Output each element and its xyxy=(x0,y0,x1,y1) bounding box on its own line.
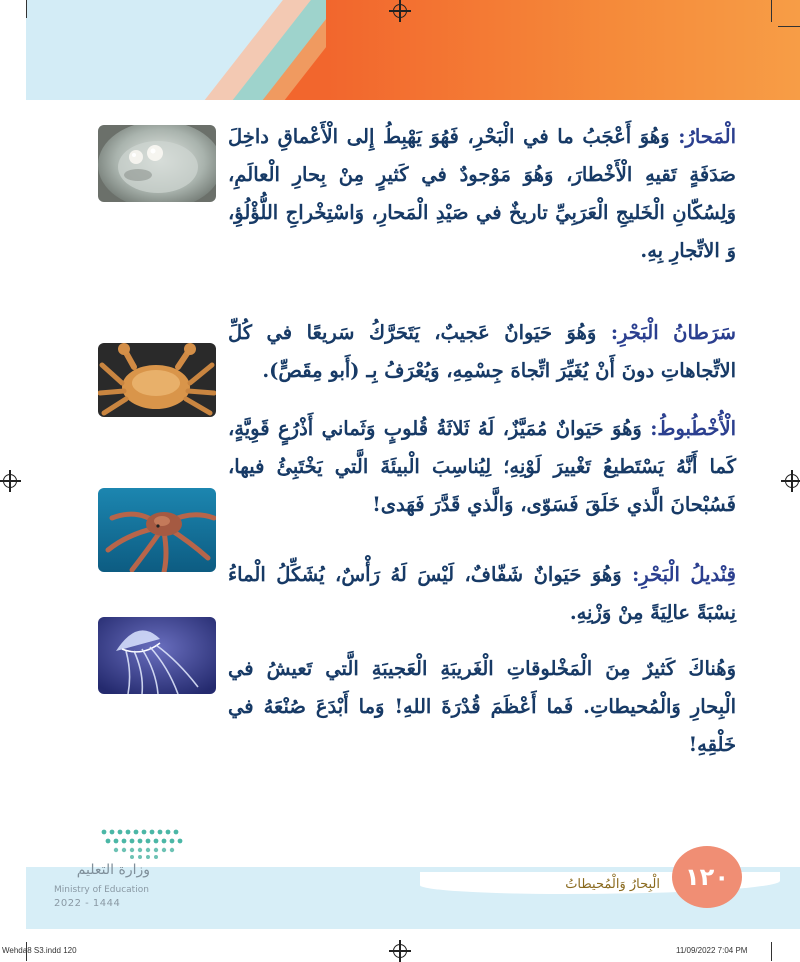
print-slug-file: Wehda8 S3.indd 120 xyxy=(2,946,77,955)
oyster-pearl-photo xyxy=(98,125,216,202)
crop-mark xyxy=(771,0,772,22)
registration-mark-left xyxy=(3,474,17,488)
print-slug-timestamp: 11/09/2022 7:04 PM xyxy=(676,946,748,955)
crop-mark xyxy=(26,0,27,18)
paragraph-crab xyxy=(228,314,736,390)
paragraph-conclusion xyxy=(228,650,736,764)
paragraph-oyster xyxy=(228,118,736,270)
paragraph-octopus xyxy=(228,410,736,524)
ministry-logo-icon xyxy=(96,826,192,860)
ministry-name-english: Ministry of Education xyxy=(54,885,149,895)
registration-mark-top xyxy=(393,4,407,18)
crop-mark xyxy=(778,26,800,27)
registration-mark-right xyxy=(785,474,799,488)
paragraph-text: وَهُوَ حَيَوانٌ عَجيبٌ، يَتَحَرَّكُ سَريعًا في كُلِّ الاتِّجاهاتِ دونَ أَنْ يُغَيِّرَ اتِّجاهَ جِسْمِهِ، وَيُعْرَفُ بِـ (أَبو مِقَصٍّ). xyxy=(228,321,736,382)
term-jellyfish: قِنْديلُ الْبَحْرِ: xyxy=(632,563,736,586)
term-crab: سَرَطانُ الْبَحْرِ: xyxy=(610,321,736,344)
term-oyster: الْمَحارُ: xyxy=(678,125,736,148)
paragraph-text: وَهُوَ حَيَوانٌ شَفّافٌ، لَيْسَ لَهُ رَأْسٌ، يُشَكِّلُ الْماءُ نِسْبَةً عالِيَةً مِنْ وَزْنِهِ. xyxy=(228,563,736,624)
term-octopus: الْأُخْطُبوطُ: xyxy=(650,417,736,440)
edition-year: 2022 - 1444 xyxy=(54,898,121,909)
chapter-title: الْبِحارُ وَالْمُحيطاتُ xyxy=(565,877,660,892)
paragraph-text: وَهُناكَ كَثيرٌ مِنَ الْمَخْلوقاتِ الْغَريبَةِ الْعَجيبَةِ الَّتي تَعيشُ في الْبِحارِ وَالْمُحيطاتِ. فَما أَعْظَمَ قُدْرَةَ اللهِ! وَما أَبْدَعَ صُنْعَهُ في خَلْقِهِ! xyxy=(228,657,736,756)
octopus-photo xyxy=(98,488,216,572)
jellyfish-photo xyxy=(98,617,216,694)
header-band xyxy=(26,0,800,100)
ministry-name-arabic: وزارة التعليم xyxy=(76,862,150,878)
page-number-badge xyxy=(672,846,742,908)
paragraph-text: وَهُوَ حَيَوانٌ مُمَيَّزٌ، لَهُ ثَلاثَةُ قُلوبٍ وَثَماني أَذْرُعٍ قَوِيَّةٍ، كَما أَنَّهُ يَسْتَطيعُ تَغْييرَ لَوْنِهِ؛ لِيُناسِبَ الْبيئَةَ الَّتي يَخْتَبِئُ فيها، فَسُبْحانَ الَّذي خَلَقَ فَسَوّى، وَالَّذي قَدَّرَ فَهَدى! xyxy=(228,417,736,516)
registration-mark-bottom xyxy=(393,944,407,958)
page-number: ١٢٠ xyxy=(685,863,729,891)
crop-mark xyxy=(771,942,772,961)
paragraph-text: وَهُوَ أَعْجَبُ ما في الْبَحْرِ، فَهُوَ يَهْبِطُ إِلى الْأَعْماقِ داخِلَ صَدَفَةٍ تَقيهِ الْأَخْطارَ، وَهُوَ مَوْجودٌ في كَثيرٍ مِنْ بِحارِ الْعالَمِ، وَلِسُكّانِ الْخَليجِ الْعَرَبِيِّ تاريخٌ في صَيْدِ الْمَحارِ، وَاسْتِخْراجِ اللُّؤْلُؤِ، وَ الاتِّجارِ بِهِ. xyxy=(228,125,736,262)
crab-photo xyxy=(98,343,216,417)
paragraph-jellyfish xyxy=(228,556,736,632)
